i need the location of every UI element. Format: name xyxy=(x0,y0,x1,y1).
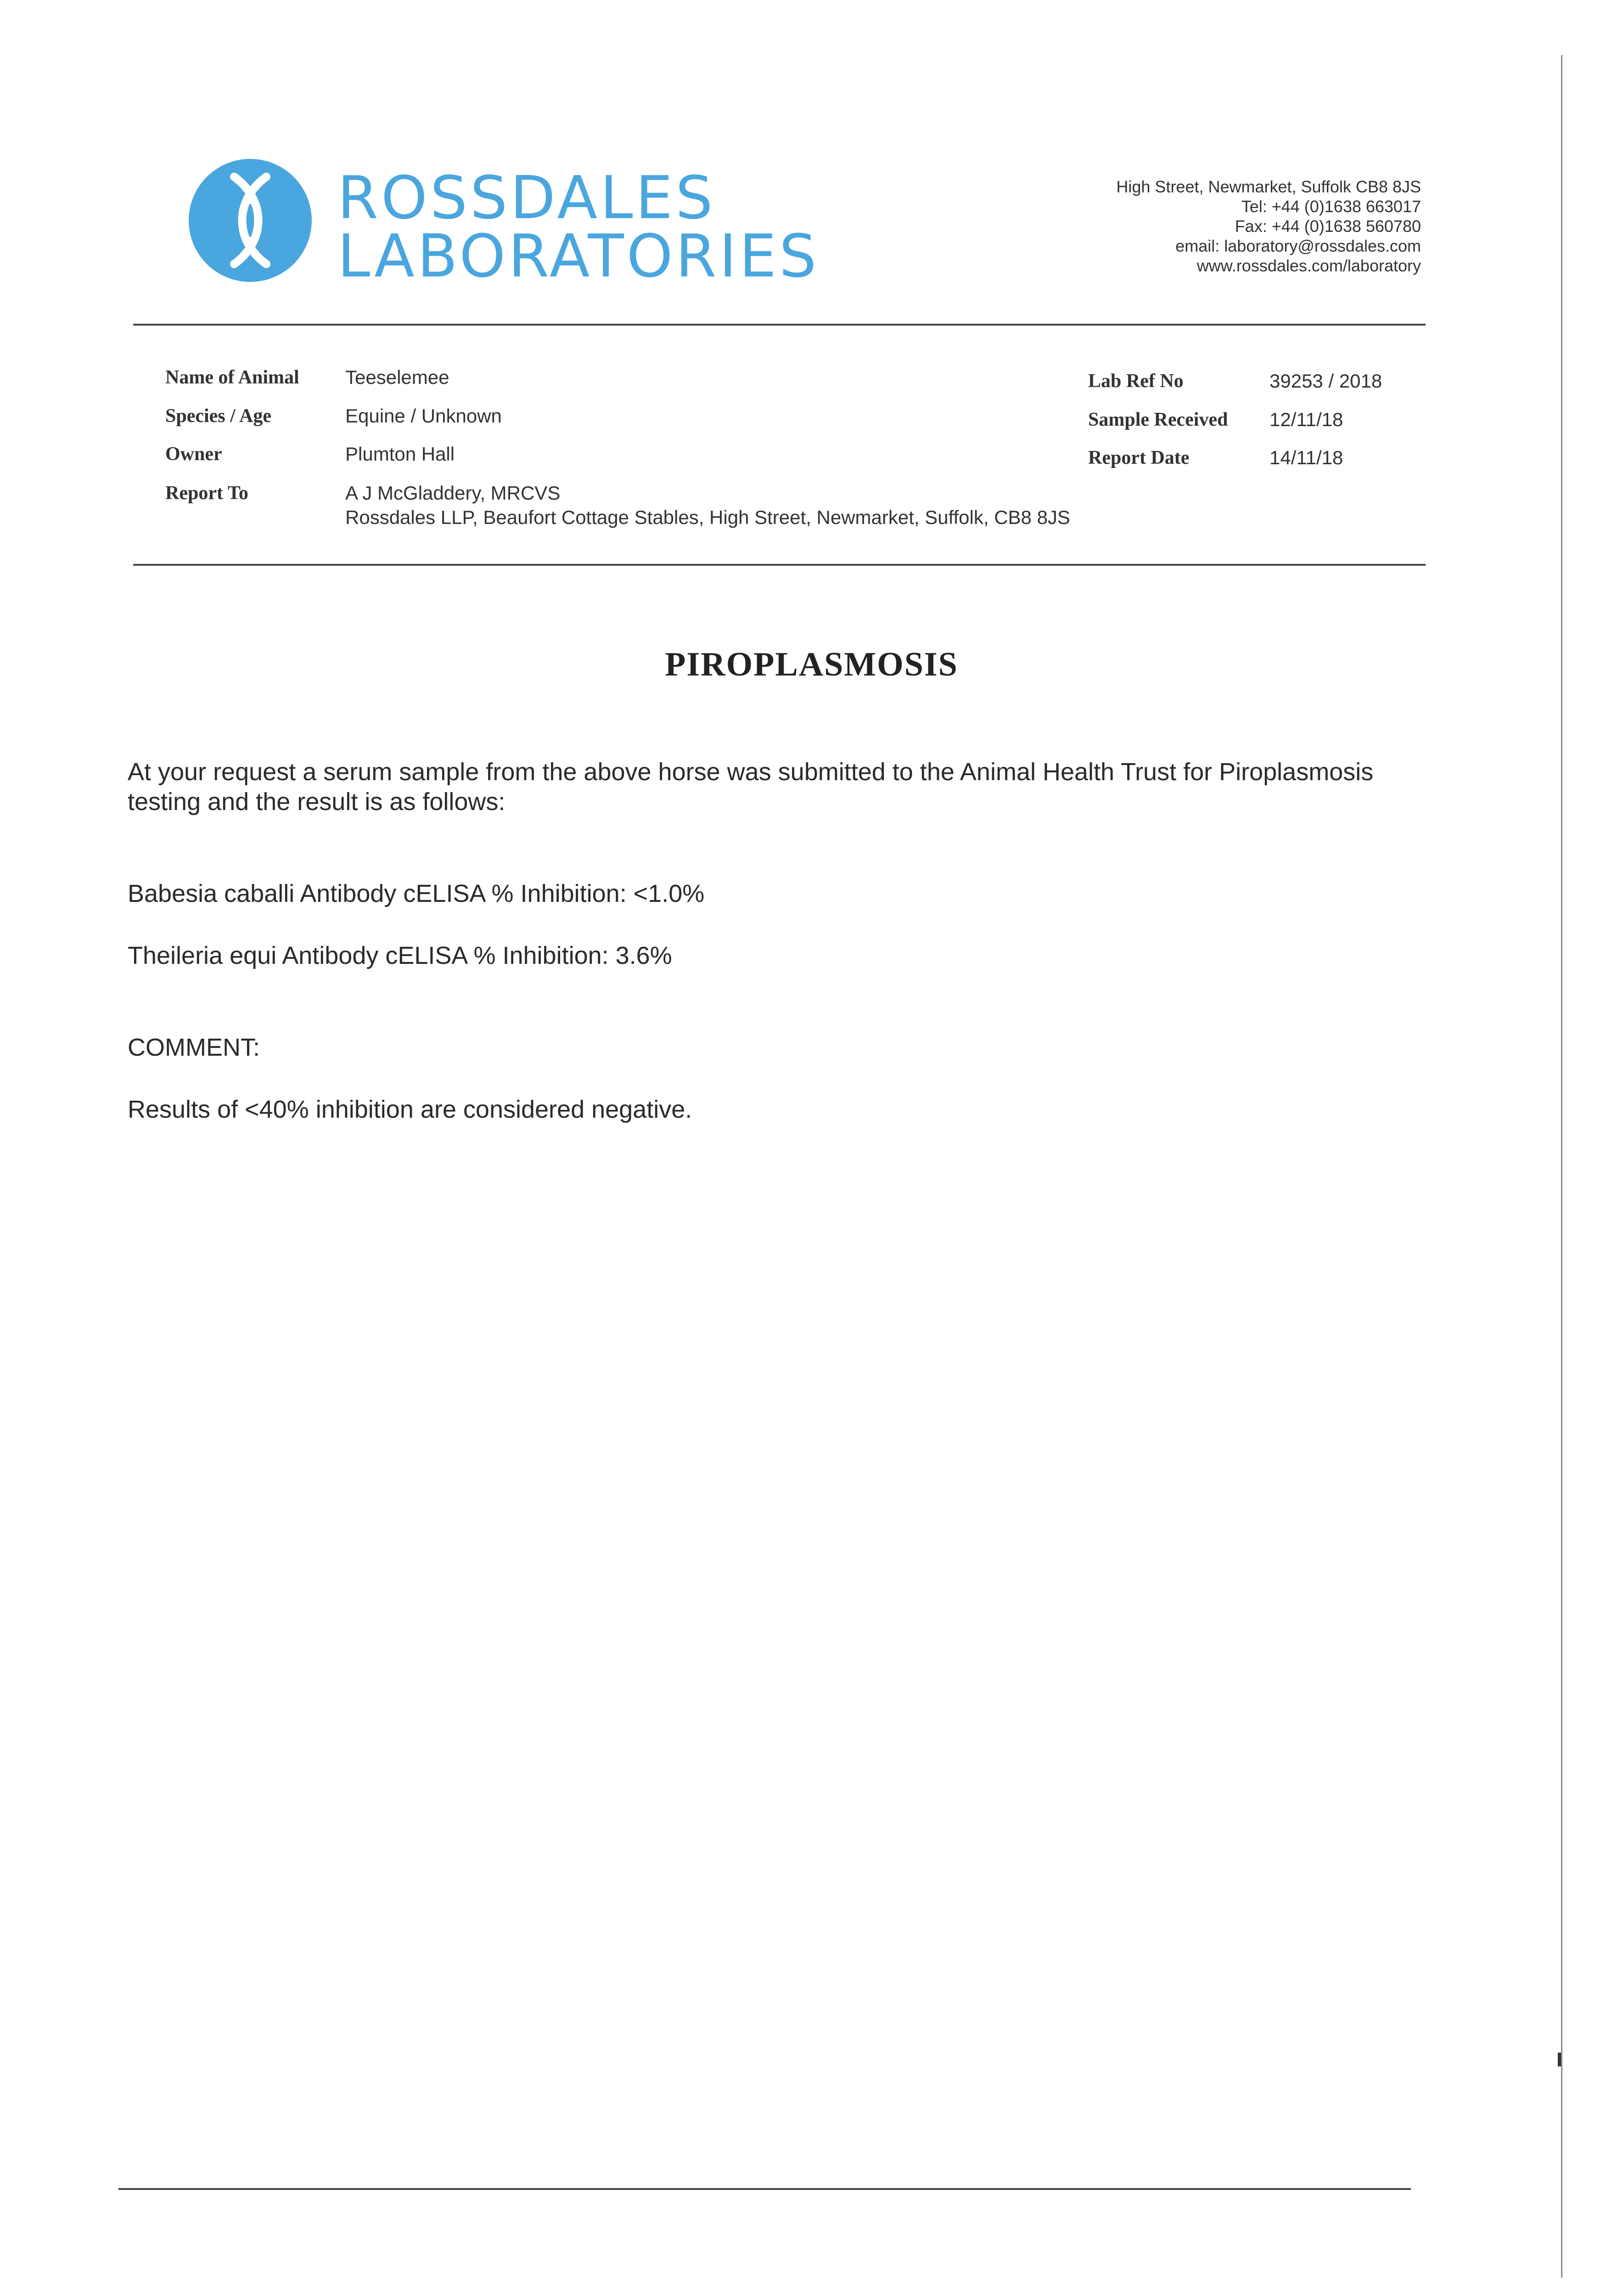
dna-helix-icon xyxy=(186,156,314,285)
animal-name-label: Name of Animal xyxy=(165,367,299,388)
logo-wordmark-bottom: LABORATORIES xyxy=(337,222,820,291)
result-theileria: Theileria equi Antibody cELISA % Inhibition: 3.6% xyxy=(128,942,672,969)
lab-ref-value: 39253 / 2018 xyxy=(1269,370,1382,392)
comment-text: Results of <40% inhibition are considered negative. xyxy=(128,1096,692,1123)
sample-received-label: Sample Received xyxy=(1088,409,1228,430)
species-age-value: Equine / Unknown xyxy=(345,405,502,427)
report-to-address: Rossdales LLP, Beaufort Cottage Stables, High Street, Newmarket, Suffolk, CB8 8JS xyxy=(345,506,1070,528)
address-tel: Tel: +44 (0)1638 663017 xyxy=(1241,197,1421,216)
report-title: PIROPLASMOSIS xyxy=(665,646,958,683)
info-divider xyxy=(133,564,1426,566)
owner-label: Owner xyxy=(165,444,222,465)
result-babesia: Babesia caballi Antibody cELISA % Inhibition: <1.0% xyxy=(128,880,705,907)
header-divider xyxy=(133,324,1426,326)
intro-text-line1: At your request a serum sample from the above horse was submitted to the Animal Health Trust for Piroplasmosis xyxy=(128,758,1374,786)
address-email: email: laboratory@rossdales.com xyxy=(1175,236,1421,255)
intro-text-line2: testing and the result is as follows: xyxy=(128,788,505,816)
address-fax: Fax: +44 (0)1638 560780 xyxy=(1235,217,1421,236)
owner-value: Plumton Hall xyxy=(345,443,455,465)
scan-edge-line xyxy=(1561,55,1562,2278)
report-to-name: A J McGladdery, MRCVS xyxy=(345,482,561,504)
sample-received-value: 12/11/18 xyxy=(1269,409,1343,430)
comment-label: COMMENT: xyxy=(128,1034,260,1061)
lab-ref-label: Lab Ref No xyxy=(1088,371,1184,392)
address-website: www.rossdales.com/laboratory xyxy=(1196,256,1421,275)
report-date-label: Report Date xyxy=(1088,447,1190,468)
report-to-label: Report To xyxy=(165,483,248,504)
species-age-label: Species / Age xyxy=(165,405,271,427)
animal-name-value: Teeselemee xyxy=(345,366,449,388)
lab-address-block xyxy=(1116,177,1421,276)
footer-divider xyxy=(118,2188,1411,2190)
report-date-value: 14/11/18 xyxy=(1269,447,1343,468)
address-street: High Street, Newmarket, Suffolk CB8 8JS xyxy=(1116,177,1421,196)
scan-edge-mark xyxy=(1558,2053,1561,2066)
logo-wordmark-top: ROSSDALES xyxy=(337,164,716,232)
